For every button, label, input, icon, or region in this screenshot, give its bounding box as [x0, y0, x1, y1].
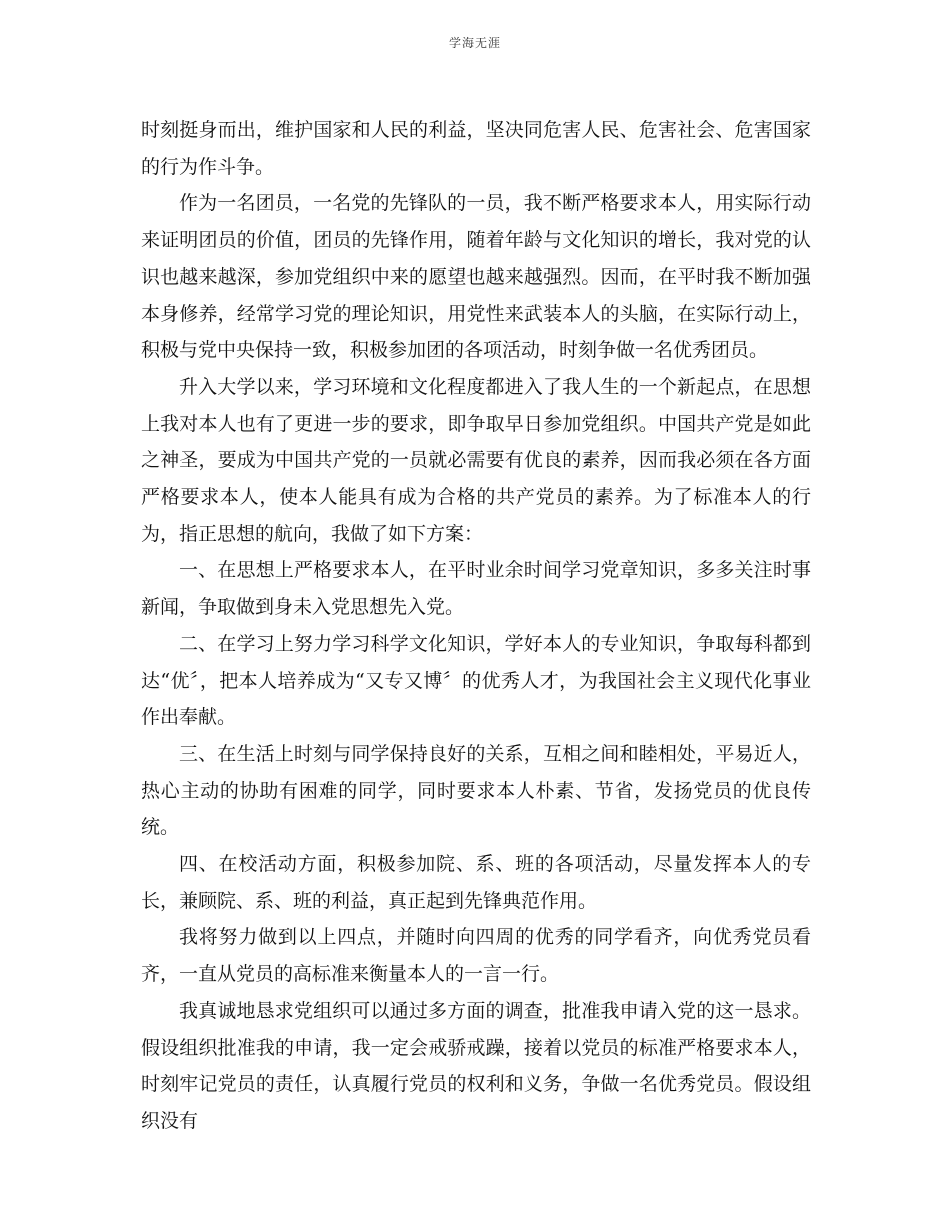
paragraph-continued: 时刻挺身而出，维护国家和人民的利益，坚决同危害人民、危害社会、危害国家的行为作斗争。 [141, 119, 811, 178]
paragraph-plan-thought: 一、在思想上严格要求本人，在平时业余时间学习党章知识，多多关注时事新闻，争取做到身未入党思想先入党。 [141, 559, 811, 619]
paragraph-plan-study: 二、在学习上努力学习科学文化知识，学好本人的专业知识，争取每科都到达“优〞，把本人培养成为“又专又博〞的优秀人才，为我国社会主义现代化事业作出奉献。 [141, 632, 811, 729]
paragraph-university: 升入大学以来，学习环境和文化程度都进入了我人生的一个新起点，在思想上我对本人也有了更进一步的要求，即争取早日参加党组织。中国共产党是如此之神圣，要成为中国共产党的一员就必需要有优良的素养，因而我必须在各方面严格要求本人，使本人能具有成为合格的共产党员的素养。为了标准本人的行为，指正思想的航向，我做了如下方案： [141, 375, 811, 545]
paragraph-plan-life: 三、在生活上时刻与同学保持良好的关系，互相之间和睦相处，平易近人，热心主动的协助有困难的同学，同时要求本人朴素、节省，发扬党员的优良传统。 [141, 742, 811, 839]
paragraph-four-points: 我将努力做到以上四点，并随时向四周的优秀的同学看齐，向优秀党员看齐，一直从党员的高标准来衡量本人的一言一行。 [141, 926, 811, 986]
paragraph-plan-activities: 四、在校活动方面，积极参加院、系、班的各项活动，尽量发挥本人的专长，兼顾院、系、班的利益，真正起到先锋典范作用。 [141, 853, 811, 912]
paragraph-request: 我真诚地恳求党组织可以通过多方面的调查，批准我申请入党的这一恳求。假设组织批准我的申请，我一定会戒骄戒躁，接着以党员的标准严格要求本人，时刻牢记党员的责任，认真履行党员的权利和义务，争做一名优秀党员。假设组织没有 [141, 999, 811, 1132]
page-header: 学海无涯 [448, 36, 501, 50]
document-body [141, 112, 811, 1140]
paragraph-league-member: 作为一名团员，一名党的先锋队的一员，我不断严格要求本人，用实际行动来证明团员的价值，团员的先锋作用，随着年龄与文化知识的增长，我对党的认识也越来越深，参加党组织中来的愿望也越来越强烈。因而，在平时我不断加强本身修养，经常学习党的理论知识，用党性来武装本人的头脑，在实际行动上，积极与党中央保持一致，积极参加团的各项活动，时刻争做一名优秀团员。 [141, 192, 811, 362]
